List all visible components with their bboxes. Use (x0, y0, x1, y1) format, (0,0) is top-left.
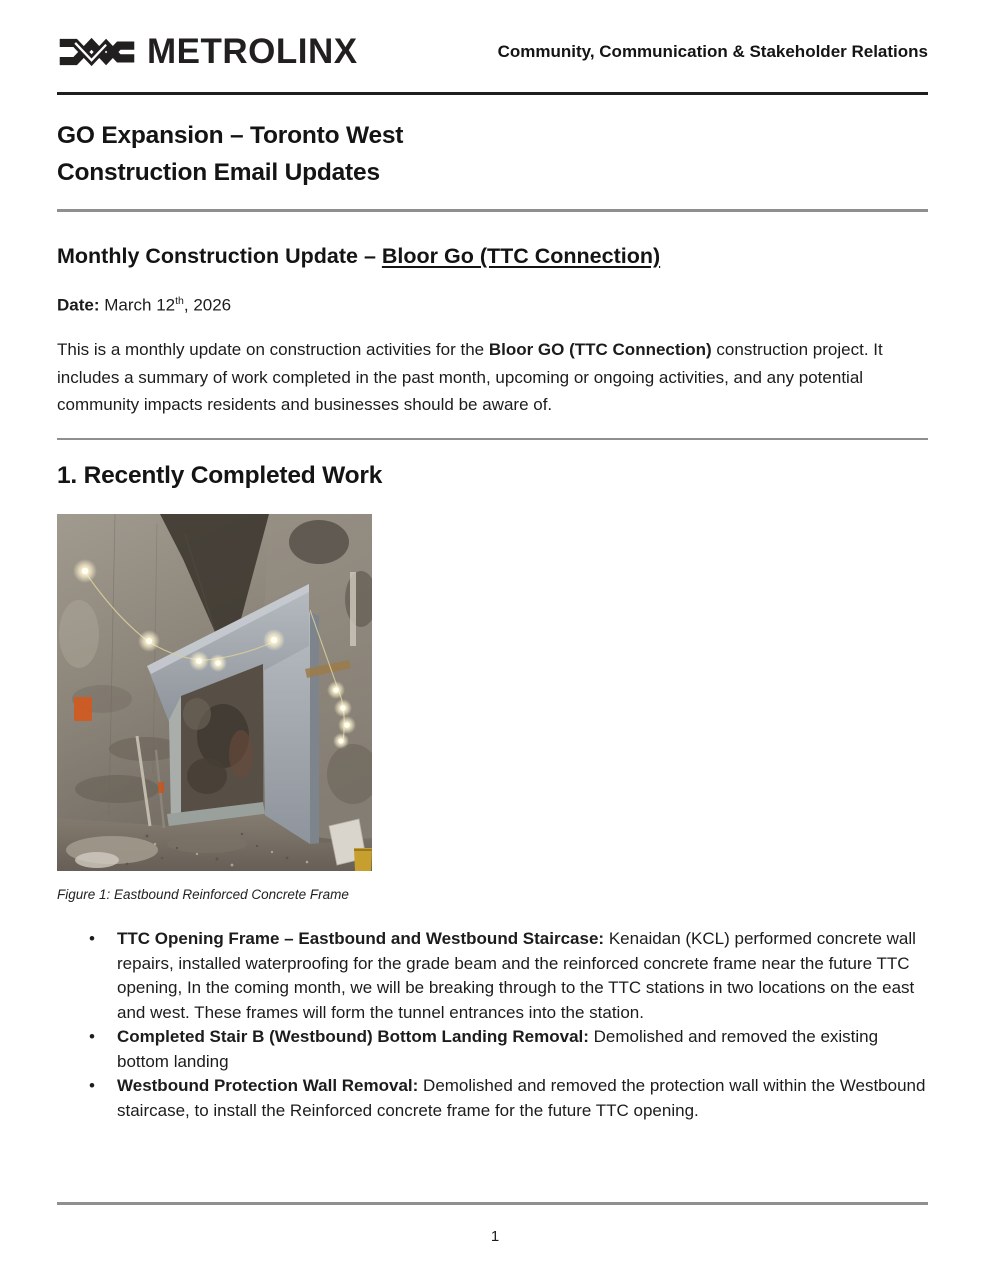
list-item (117, 927, 928, 1025)
header-rule (57, 92, 928, 95)
date-tail: , 2026 (183, 295, 232, 315)
intro-project-name: Bloor GO (TTC Connection) (488, 340, 712, 360)
bullet-lead: Completed Stair B (Westbound) Bottom Landing Removal: (117, 1027, 589, 1047)
metrolinx-logo (57, 31, 358, 73)
masthead (57, 0, 928, 76)
intro-paragraph (57, 336, 928, 419)
section-1-heading: 1. Recently Completed Work (57, 462, 383, 490)
intro-before: This is a monthly update on construction activities for the (57, 340, 489, 360)
bullet-lead: Westbound Protection Wall Removal: (117, 1076, 419, 1096)
date-label: Date: (57, 295, 100, 315)
bullet-text: Kenaidan (KCL) performed concrete wall repairs, installed waterproofing for the grade beam and the reinforced concrete frame near the future TTC opening, In the coming month, we will be breaking through to the TTC stations in two locations on the east and west. These frames will form the tunnel entrances into the station. (117, 929, 916, 1022)
list-item (117, 1025, 928, 1074)
metrolinx-wordmark: METROLINX (147, 32, 358, 71)
figure-1-photo (57, 514, 372, 871)
completed-work-list (57, 927, 928, 1123)
bullet-text: Demolished and removed the protection wall within the Westbound staircase, to install the Reinforced concrete frame for the future TTC opening. (117, 1076, 926, 1120)
date-line (57, 295, 928, 316)
bullet-text: Demolished and removed the existing bottom landing (117, 1027, 879, 1071)
metrolinx-logo-icon (57, 31, 137, 73)
date-superscript: th (175, 294, 184, 307)
figure-1 (57, 514, 928, 902)
intro-after: construction project. It includes a summary of work completed in the past month, upcoming or ongoing activities, and any potential community impacts residents and businesses should be aware of. (57, 340, 883, 415)
list-item (117, 1074, 928, 1123)
doc-title-line1: GO Expansion – Toronto West (57, 122, 404, 149)
department-title: Community, Communication & Stakeholder Relations (497, 42, 928, 61)
footer-rule (57, 1202, 928, 1205)
update-heading (57, 244, 928, 269)
doc-title (57, 117, 928, 191)
bullet-lead: TTC Opening Frame – Eastbound and Westbound Staircase: (117, 929, 605, 949)
update-heading-prefix: Monthly Construction Update – (57, 243, 382, 268)
doc-title-line2: Construction Email Updates (57, 159, 380, 186)
page-number: 1 (490, 1228, 500, 1245)
intro-rule (57, 438, 928, 441)
title-rule (57, 209, 928, 212)
bloor-go-link[interactable]: Bloor Go (TTC Connection) (381, 243, 661, 268)
date-main: March 12 (99, 295, 176, 315)
figure-1-caption: Figure 1: Eastbound Reinforced Concrete Frame (57, 887, 349, 903)
